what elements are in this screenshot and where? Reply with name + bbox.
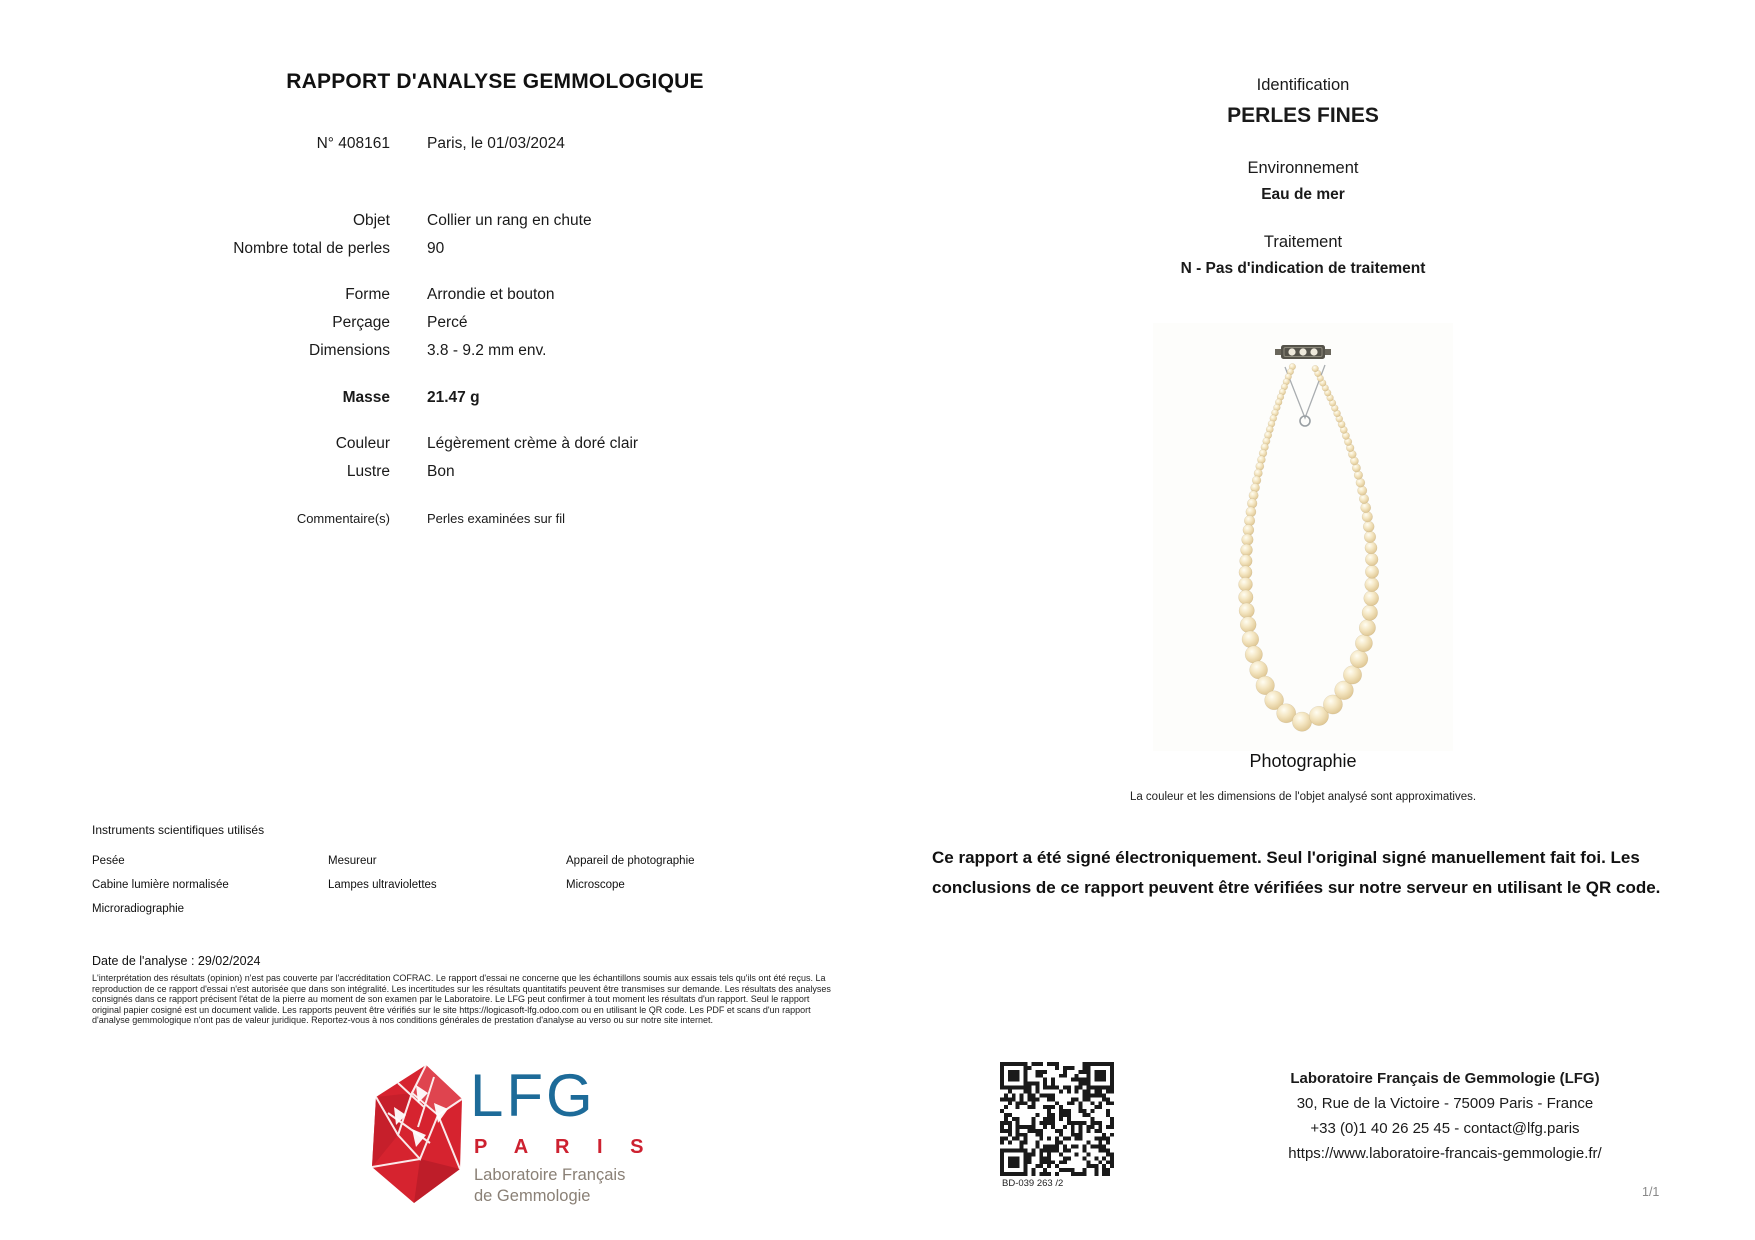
- report-number: N° 408161: [316, 135, 390, 152]
- clasp-icon: [1275, 345, 1331, 359]
- field-label: Objet: [352, 212, 390, 229]
- field-value: 21.47 g: [427, 389, 480, 406]
- treatment-heading: Traitement: [1263, 233, 1343, 251]
- lfg-logo-org-line1: Laboratoire Français: [474, 1166, 626, 1184]
- report-number-row: [0, 133, 760, 155]
- photo-caption: Photographie: [1249, 751, 1357, 771]
- instrument-item: Cabine lumière normalisée: [92, 879, 229, 891]
- instruments-column-1: [92, 849, 229, 921]
- field-value: Collier un rang en chute: [427, 212, 592, 229]
- field-label: Dimensions: [309, 342, 390, 359]
- analysis-date: Date de l'analyse : 29/02/2024: [92, 954, 261, 968]
- lab-phone: +33 (0)1 40 26 25 45 - contact@lfg.paris: [1310, 1120, 1580, 1137]
- field-value: 90: [427, 240, 445, 257]
- field-value: Perles examinées sur fil: [427, 511, 565, 526]
- field-label: Masse: [342, 389, 390, 406]
- field-label: Couleur: [335, 435, 390, 452]
- lfg-logo-acronym: LFG: [470, 1062, 596, 1129]
- instruments-column-3: [566, 849, 695, 897]
- page-number: 1/1: [1642, 1185, 1660, 1199]
- necklace-photo: [1153, 323, 1453, 751]
- lfg-logo-city: P A R I S: [474, 1136, 655, 1158]
- photo-note: La couleur et les dimensions de l'objet analysé sont approximatives.: [1129, 791, 1477, 803]
- field-value: Bon: [427, 463, 455, 480]
- instrument-item: Pesée: [92, 855, 125, 867]
- field-commentaires: [0, 508, 760, 530]
- lab-website: https://www.laboratoire-francais-gemmologie.fr/: [1288, 1145, 1602, 1162]
- report-place-date: Paris, le 01/03/2024: [427, 135, 565, 152]
- qr-code: [1000, 1062, 1114, 1176]
- lfg-logo-org-line2: de Gemmologie: [474, 1187, 591, 1205]
- field-couleur: [0, 433, 760, 455]
- field-nombre-perles: [0, 238, 760, 260]
- lab-address: 30, Rue de la Victoire - 75009 Paris - France: [1296, 1095, 1594, 1112]
- instruments-heading: Instruments scientifiques utilisés: [92, 823, 265, 837]
- instrument-item: Microradiographie: [92, 903, 185, 915]
- instruments-column-2: [328, 849, 437, 897]
- field-dimensions: [0, 340, 760, 362]
- lab-name: Laboratoire Français de Gemmologie (LFG): [1290, 1070, 1600, 1087]
- field-percage: [0, 312, 760, 334]
- identification-value: PERLES FINES: [1227, 104, 1379, 127]
- qr-code-label: BD-039 263 /2: [1002, 1178, 1064, 1189]
- field-value: 3.8 - 9.2 mm env.: [427, 342, 547, 359]
- field-objet: [0, 210, 760, 232]
- identification-heading: Identification: [1256, 76, 1350, 94]
- lfg-logo-orgname: [474, 1165, 625, 1207]
- lab-contact-block: [1235, 1066, 1655, 1166]
- necklace-illustration: [1153, 323, 1453, 751]
- lfg-logo-gem-icon: [368, 1063, 464, 1205]
- field-forme: [0, 284, 760, 306]
- field-value: Légèrement crème à doré clair: [427, 435, 639, 452]
- signed-note: Ce rapport a été signé électroniquement. Seul l'original signé manuellement fait foi. Les conclusions de ce rapport peuvent être vérifiées sur notre serveur en utilisant le QR code.: [932, 848, 1661, 897]
- field-value: Percé: [427, 314, 468, 331]
- field-label: Lustre: [346, 463, 390, 480]
- legal-disclaimer: L'interprétation des résultats (opinion) n'est pas couverte par l'accréditation COFRAC. Le rapport d'essai ne concerne que les échantillons soumis aux essais tels qu'ils ont été reçus. La reproduction de ce rapport d'essai n'est autorisée que dans son intégralité. Les incertitudes sur les résultats quantitatifs peuvent être transmises sur demande. Les résultats des analyses consignés dans ce rapport précisent l'état de la pierre au moment de son examen par le Laboratoire. Le LFG peut confirmer à tout moment les résultats d'un rapport. Seul le rapport original papier cosigné est un document valide. Les rapports peuvent être vérifiés sur le site https://logicasoft-lfg.odoo.com ou en utilisant le QR code. Les PDF et scans d'un rapport d'analyse gemmologique n'ont pas de valeur juridique. Reportez-vous à nos conditions générales de prestation d'analyse au verso ou sur notre site internet.: [92, 973, 831, 1026]
- field-label: Nombre total de perles: [233, 240, 390, 257]
- field-label: Forme: [345, 286, 390, 303]
- instrument-item: Appareil de photographie: [566, 855, 695, 867]
- environment-heading: Environnement: [1247, 159, 1359, 177]
- environment-value: Eau de mer: [1261, 186, 1345, 203]
- instrument-item: Lampes ultraviolettes: [328, 879, 437, 891]
- field-value: Arrondie et bouton: [427, 286, 555, 303]
- instrument-item: Microscope: [566, 879, 625, 891]
- field-label: Commentaire(s): [296, 511, 390, 526]
- field-masse: [0, 387, 760, 409]
- field-label: Perçage: [332, 314, 390, 331]
- field-lustre: [0, 461, 760, 483]
- instrument-item: Mesureur: [328, 855, 377, 867]
- treatment-value: N - Pas d'indication de traitement: [1180, 260, 1426, 277]
- report-title: RAPPORT D'ANALYSE GEMMOLOGIQUE: [286, 70, 704, 93]
